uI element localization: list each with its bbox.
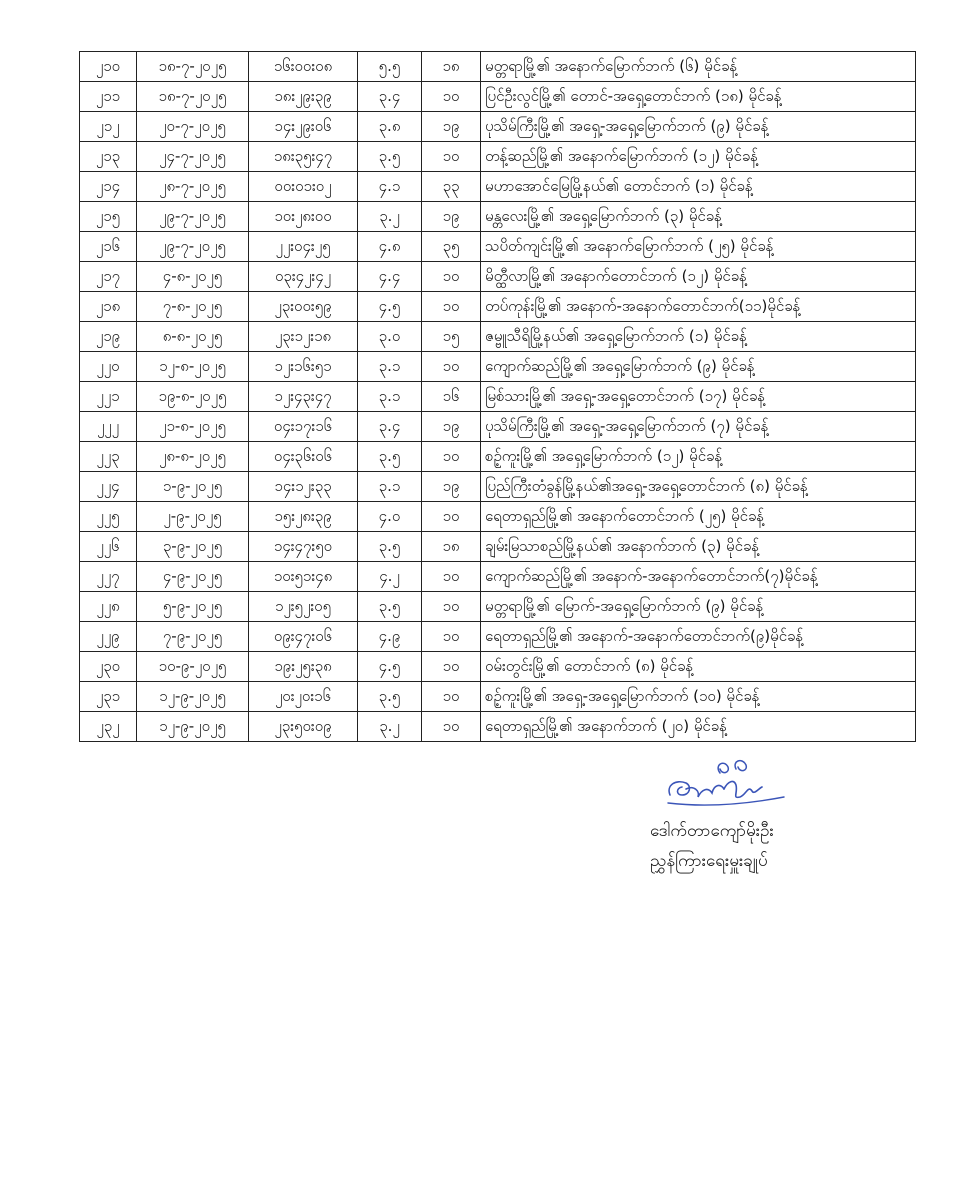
- cell-time: ၁၀း၂၈း၀၀: [249, 202, 358, 232]
- cell-magnitude: ၃.၅: [358, 442, 422, 472]
- cell-magnitude: ၄.၂: [358, 562, 422, 592]
- cell-location: ချမ်းမြသာစည်မြို့နယ်၏ အနောက်ဘက် (၃) မိုင်ခန့်: [481, 532, 916, 562]
- table-row: [80, 382, 916, 412]
- earthquake-table-body: [80, 52, 916, 742]
- cell-date: ၁၀-၉-၂၀၂၅: [137, 652, 249, 682]
- cell-depth: ၁၅: [422, 322, 481, 352]
- cell-time: ၀၉း၄၇း၀၆: [249, 622, 358, 652]
- cell-date: ၂၄-၇-၂၀၂၅: [137, 142, 249, 172]
- cell-depth: ၁၆: [422, 382, 481, 412]
- table-row: [80, 562, 916, 592]
- cell-date: ၂-၉-၂၀၂၅: [137, 502, 249, 532]
- cell-location: မန္တလေးမြို့၏ အရှေ့မြောက်ဘက် (၃) မိုင်ခန့်: [481, 202, 916, 232]
- cell-depth: ၁၈: [422, 52, 481, 82]
- cell-serial-number: ၂၁၂: [80, 112, 137, 142]
- cell-time: ၁၂း၄၃း၄၇: [249, 382, 358, 412]
- cell-time: ၀၄း၁၇း၁၆: [249, 412, 358, 442]
- cell-depth: ၁၀: [422, 292, 481, 322]
- cell-date: ၃-၉-၂၀၂၅: [137, 532, 249, 562]
- cell-time: ၁၂း၁၆း၅၁: [249, 352, 358, 382]
- cell-time: ၁၄း၁၂း၃၃: [249, 472, 358, 502]
- cell-time: ၁၈း၃၅း၄၇: [249, 142, 358, 172]
- cell-date: ၁၉-၈-၂၀၂၅: [137, 382, 249, 412]
- cell-date: ၄-၈-၂၀၂၅: [137, 262, 249, 292]
- cell-depth: ၁၀: [422, 262, 481, 292]
- table-row: [80, 52, 916, 82]
- cell-depth: ၁၉: [422, 472, 481, 502]
- table-row: [80, 712, 916, 742]
- cell-time: ၀၃း၄၂း၄၂: [249, 262, 358, 292]
- cell-depth: ၁၉: [422, 202, 481, 232]
- cell-serial-number: ၂၂၁: [80, 382, 137, 412]
- table-row: [80, 592, 916, 622]
- cell-time: ၁၂း၅၂း၀၅: [249, 592, 358, 622]
- cell-magnitude: ၃.၂: [358, 202, 422, 232]
- cell-time: ၁၆း၀၀း၀၈: [249, 52, 358, 82]
- cell-depth: ၁၀: [422, 562, 481, 592]
- cell-location: သပိတ်ကျင်းမြို့၏ အနောက်မြောက်ဘက် (၂၅) မိုင်ခန့်: [481, 232, 916, 262]
- cell-location: ရေတာရှည်မြို့၏ အနောက်တောင်ဘက် (၂၅) မိုင်ခန့်: [481, 502, 916, 532]
- handwritten-signature: [662, 755, 792, 813]
- cell-date: ၁-၉-၂၀၂၅: [137, 472, 249, 502]
- cell-time: ၀၀း၀၁း၀၂: [249, 172, 358, 202]
- cell-location: စဥ့်ကူးမြို့၏ အရှေ့မြောက်ဘက် (၁၂) မိုင်ခန့်: [481, 442, 916, 472]
- cell-serial-number: ၂၃၀: [80, 652, 137, 682]
- cell-location: ပြင်ဦးလွင်မြို့၏ တောင်-အရှေ့တောင်ဘက် (၁၈) မိုင်ခန့်: [481, 82, 916, 112]
- cell-time: ၁၄း၄၇း၅၀: [249, 532, 358, 562]
- table-row: [80, 202, 916, 232]
- cell-location: ပုသိမ်ကြီးမြို့၏ အရှေ့-အရှေ့မြောက်ဘက် (၇) မိုင်ခန့်: [481, 412, 916, 442]
- cell-location: ဝမ်းတွင်းမြို့၏ တောင်ဘက် (၈) မိုင်ခန့်: [481, 652, 916, 682]
- cell-date: ၂၀-၇-၂၀၂၅: [137, 112, 249, 142]
- table-row: [80, 412, 916, 442]
- cell-serial-number: ၂၁၅: [80, 202, 137, 232]
- cell-serial-number: ၂၂၇: [80, 562, 137, 592]
- cell-time: ၂၀း၂၀း၁၆: [249, 682, 358, 712]
- cell-date: ၅-၉-၂၀၂၅: [137, 592, 249, 622]
- cell-location: မိတ္ထီလာမြို့၏ အနောက်တောင်ဘက် (၁၂) မိုင်ခန့်: [481, 262, 916, 292]
- cell-magnitude: ၃.၄: [358, 412, 422, 442]
- cell-magnitude: ၄.၉: [358, 622, 422, 652]
- cell-depth: ၁၀: [422, 82, 481, 112]
- cell-location: တန့်ဆည်မြို့၏ အနောက်မြောက်ဘက် (၁၂) မိုင်ခန့်: [481, 142, 916, 172]
- cell-time: ၁၄း၂၉း၀၆: [249, 112, 358, 142]
- cell-location: စဥ့်ကူးမြို့၏ အရှေ့-အရှေ့မြောက်ဘက် (၁၀) မိုင်ခန့်: [481, 682, 916, 712]
- cell-magnitude: ၃.၁: [358, 352, 422, 382]
- cell-serial-number: ၂၁၉: [80, 322, 137, 352]
- cell-serial-number: ၂၁၀: [80, 52, 137, 82]
- table-row: [80, 82, 916, 112]
- cell-location: ဇမ္ဗူသီရိမြို့နယ်၏ အရှေ့မြောက်ဘက် (၁) မိုင်ခန့်: [481, 322, 916, 352]
- cell-time: ၂၃း၀၀း၅၉: [249, 292, 358, 322]
- cell-depth: ၁၀: [422, 352, 481, 382]
- cell-date: ၁၂-၉-၂၀၂၅: [137, 712, 249, 742]
- cell-date: ၂၈-၈-၂၀၂၅: [137, 442, 249, 472]
- cell-serial-number: ၂၃၁: [80, 682, 137, 712]
- cell-serial-number: ၂၁၃: [80, 142, 137, 172]
- cell-magnitude: ၃.၅: [358, 142, 422, 172]
- cell-depth: ၁၉: [422, 112, 481, 142]
- cell-magnitude: ၄.၅: [358, 292, 422, 322]
- table-row: [80, 472, 916, 502]
- cell-time: ၂၂း၀၄း၂၅: [249, 232, 358, 262]
- cell-serial-number: ၂၂၂: [80, 412, 137, 442]
- cell-date: ၈-၈-၂၀၂၅: [137, 322, 249, 352]
- cell-depth: ၁၀: [422, 652, 481, 682]
- cell-serial-number: ၂၁၇: [80, 262, 137, 292]
- cell-time: ၁၅း၂၈း၃၉: [249, 502, 358, 532]
- table-row: [80, 502, 916, 532]
- cell-time: ၁၀း၅၁း၄၈: [249, 562, 358, 592]
- cell-time: ၂၃း၁၂း၁၈: [249, 322, 358, 352]
- cell-date: ၂၉-၇-၂၀၂၅: [137, 202, 249, 232]
- cell-magnitude: ၃.၀: [358, 322, 422, 352]
- cell-date: ၂၉-၇-၂၀၂၅: [137, 232, 249, 262]
- cell-magnitude: ၅.၅: [358, 52, 422, 82]
- cell-location: ပုသိမ်ကြီးမြို့၏ အရှေ့-အရှေ့မြောက်ဘက် (၉) မိုင်ခန့်: [481, 112, 916, 142]
- table-row: [80, 442, 916, 472]
- cell-date: ၄-၉-၂၀၂၅: [137, 562, 249, 592]
- cell-date: ၁၈-၇-၂၀၂၅: [137, 82, 249, 112]
- cell-date: ၂၈-၇-၂၀၂၅: [137, 172, 249, 202]
- cell-location: ကျောက်ဆည်မြို့၏ အနောက်-အနောက်တောင်ဘက်(၇)မိုင်ခန့်: [481, 562, 916, 592]
- cell-location: ပြည်ကြီးတံခွန်မြို့နယ်၏အရှေ့-အရှေ့တောင်ဘက် (၈) မိုင်ခန့်: [481, 472, 916, 502]
- cell-location: မြစ်သားမြို့၏ အရှေ့-အရှေ့တောင်ဘက် (၁၇) မိုင်ခန့်: [481, 382, 916, 412]
- cell-depth: ၃၃: [422, 172, 481, 202]
- cell-magnitude: ၃.၅: [358, 532, 422, 562]
- cell-serial-number: ၂၂၆: [80, 532, 137, 562]
- table-row: [80, 682, 916, 712]
- cell-location: မတ္တရာမြို့၏ မြောက်-အရှေ့မြောက်ဘက် (၉) မိုင်ခန့်: [481, 592, 916, 622]
- cell-magnitude: ၃.၈: [358, 112, 422, 142]
- table-row: [80, 292, 916, 322]
- cell-serial-number: ၂၂၀: [80, 352, 137, 382]
- cell-serial-number: ၂၂၈: [80, 592, 137, 622]
- cell-serial-number: ၂၁၄: [80, 172, 137, 202]
- cell-serial-number: ၂၂၉: [80, 622, 137, 652]
- cell-serial-number: ၂၁၁: [80, 82, 137, 112]
- cell-time: ၁၉း၂၅း၃၈: [249, 652, 358, 682]
- table-row: [80, 172, 916, 202]
- cell-date: ၁၂-၉-၂၀၂၅: [137, 682, 249, 712]
- cell-depth: ၁၀: [422, 502, 481, 532]
- cell-location: ရေတာရှည်မြို့၏ အနောက်-အနောက်တောင်ဘက်(၉)မိုင်ခန့်: [481, 622, 916, 652]
- cell-magnitude: ၄.၁: [358, 172, 422, 202]
- cell-depth: ၁၀: [422, 682, 481, 712]
- cell-date: ၁၂-၈-၂၀၂၅: [137, 352, 249, 382]
- table-row: [80, 622, 916, 652]
- cell-magnitude: ၃.၅: [358, 592, 422, 622]
- cell-location: မတ္တရာမြို့၏ အနောက်မြောက်ဘက် (၆) မိုင်ခန့်: [481, 52, 916, 82]
- cell-depth: ၁၀: [422, 592, 481, 622]
- cell-serial-number: ၂၃၂: [80, 712, 137, 742]
- cell-magnitude: ၃.၄: [358, 82, 422, 112]
- cell-date: ၇-၈-၂၀၂၅: [137, 292, 249, 322]
- cell-magnitude: ၄.၄: [358, 262, 422, 292]
- cell-date: ၂၁-၈-၂၀၂၅: [137, 412, 249, 442]
- cell-serial-number: ၂၂၃: [80, 442, 137, 472]
- cell-depth: ၃၅: [422, 232, 481, 262]
- cell-magnitude: ၃.၁: [358, 382, 422, 412]
- cell-magnitude: ၄.၈: [358, 232, 422, 262]
- cell-serial-number: ၂၁၈: [80, 292, 137, 322]
- table-row: [80, 112, 916, 142]
- earthquake-table: [79, 51, 916, 742]
- cell-magnitude: ၃.၅: [358, 682, 422, 712]
- signer-title: ညွှန်ကြားရေးမှူးချုပ်: [650, 851, 768, 871]
- cell-magnitude: ၄.၅: [358, 652, 422, 682]
- cell-location: မဟာအောင်မြေမြို့နယ်၏ တောင်ဘက် (၁) မိုင်ခန့်: [481, 172, 916, 202]
- table-row: [80, 142, 916, 172]
- table-row: [80, 262, 916, 292]
- cell-depth: ၁၀: [422, 622, 481, 652]
- cell-depth: ၁၈: [422, 532, 481, 562]
- cell-serial-number: ၂၂၄: [80, 472, 137, 502]
- cell-magnitude: ၄.၀: [358, 502, 422, 532]
- cell-depth: ၁၀: [422, 712, 481, 742]
- cell-time: ၀၄း၃၆း၀၆: [249, 442, 358, 472]
- table-row: [80, 532, 916, 562]
- cell-date: ၇-၉-၂၀၂၅: [137, 622, 249, 652]
- cell-magnitude: ၃.၂: [358, 712, 422, 742]
- signer-name: ဒေါက်တာကျော်မိုးဦး: [650, 821, 774, 841]
- cell-time: ၂၃း၅၀း၀၉: [249, 712, 358, 742]
- cell-depth: ၁၀: [422, 142, 481, 172]
- table-row: [80, 232, 916, 262]
- signature-block: [650, 816, 774, 876]
- cell-time: ၁၈း၂၉း၃၉: [249, 82, 358, 112]
- cell-magnitude: ၃.၁: [358, 472, 422, 502]
- cell-serial-number: ၂၁၆: [80, 232, 137, 262]
- cell-location: ကျောက်ဆည်မြို့၏ အရှေ့မြောက်ဘက် (၉) မိုင်ခန့်: [481, 352, 916, 382]
- cell-depth: ၁၀: [422, 442, 481, 472]
- cell-serial-number: ၂၂၅: [80, 502, 137, 532]
- cell-location: တပ်ကုန်းမြို့၏ အနောက်-အနောက်တောင်ဘက်(၁၁)မိုင်ခန့်: [481, 292, 916, 322]
- cell-date: ၁၈-၇-၂၀၂၅: [137, 52, 249, 82]
- table-row: [80, 322, 916, 352]
- cell-location: ရေတာရှည်မြို့၏ အနောက်ဘက် (၂၀) မိုင်ခန့်: [481, 712, 916, 742]
- table-row: [80, 352, 916, 382]
- cell-depth: ၁၉: [422, 412, 481, 442]
- table-row: [80, 652, 916, 682]
